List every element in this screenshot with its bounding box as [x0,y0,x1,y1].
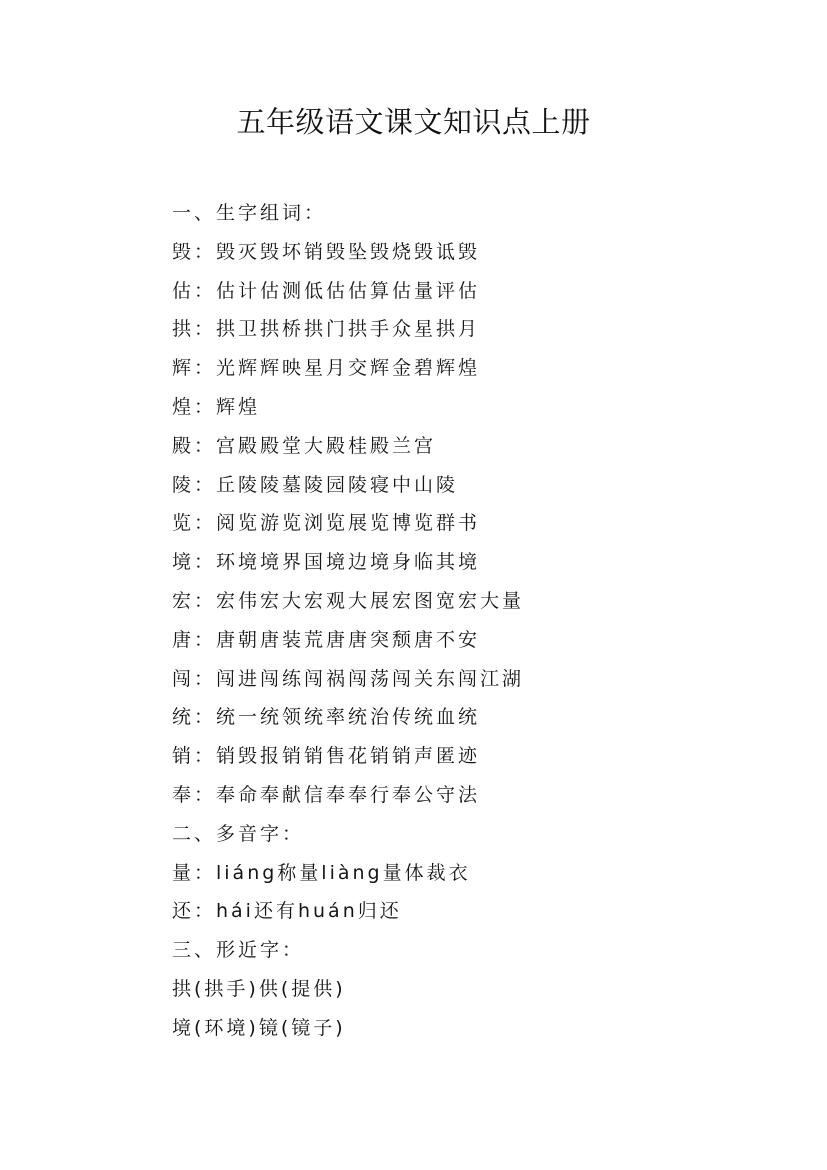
vocab-line-gong: 拱：拱卫拱桥拱门拱手众星拱月 [172,318,481,341]
similar-char-line-jing: 境(环境)镜(镜子) [172,1016,346,1039]
vocab-line-chuang: 闯：闯进闯练闯祸闯荡闯关东闯江湖 [172,667,525,690]
document-title: 五年级语文课文知识点上册 [236,105,591,139]
vocab-line-feng: 奉：奉命奉献信奉奉行奉公守法 [172,783,481,806]
vocab-line-xiao: 销：销毁报销销售花销销声匿迹 [172,745,481,768]
vocab-line-hui: 毁：毁灭毁坏销毁坠毁烧毁诋毁 [172,240,481,263]
similar-char-line-gong: 拱(拱手)供(提供) [172,977,346,1000]
vocab-line-tong: 统：统一统领统率统治传统血统 [172,706,481,729]
document-body [172,194,792,1048]
vocab-line-hui-brilliance: 辉：光辉辉映星月交辉金碧辉煌 [172,357,481,380]
vocab-line-ling: 陵：丘陵陵墓陵园陵寝中山陵 [172,473,459,496]
vocab-line-dian: 殿：宫殿殿堂大殿桂殿兰宫 [172,434,437,457]
vocab-line-jing: 境：环境境界国境边境身临其境 [172,551,481,574]
vocab-line-hong: 宏：宏伟宏大宏观大展宏图宽宏大量 [172,589,525,612]
vocab-line-huang: 煌：辉煌 [172,395,261,418]
section-heading-similar-characters: 三、形近字： [172,939,305,962]
vocab-line-tang: 唐：唐朝唐装荒唐唐突颓唐不安 [172,628,481,651]
section-heading-polyphones: 二、多音字： [172,822,305,845]
section-heading-vocabulary: 一、生字组词： [172,202,327,224]
polyphone-line-liang: 量：liáng称量liàng量体裁衣 [172,861,471,884]
polyphone-line-hai: 还：hái还有huán归还 [172,900,402,923]
vocab-line-gu: 估：估计估测低估估算估量评估 [172,279,481,302]
vocab-line-lan: 览：阅览游览浏览展览博览群书 [172,512,481,535]
